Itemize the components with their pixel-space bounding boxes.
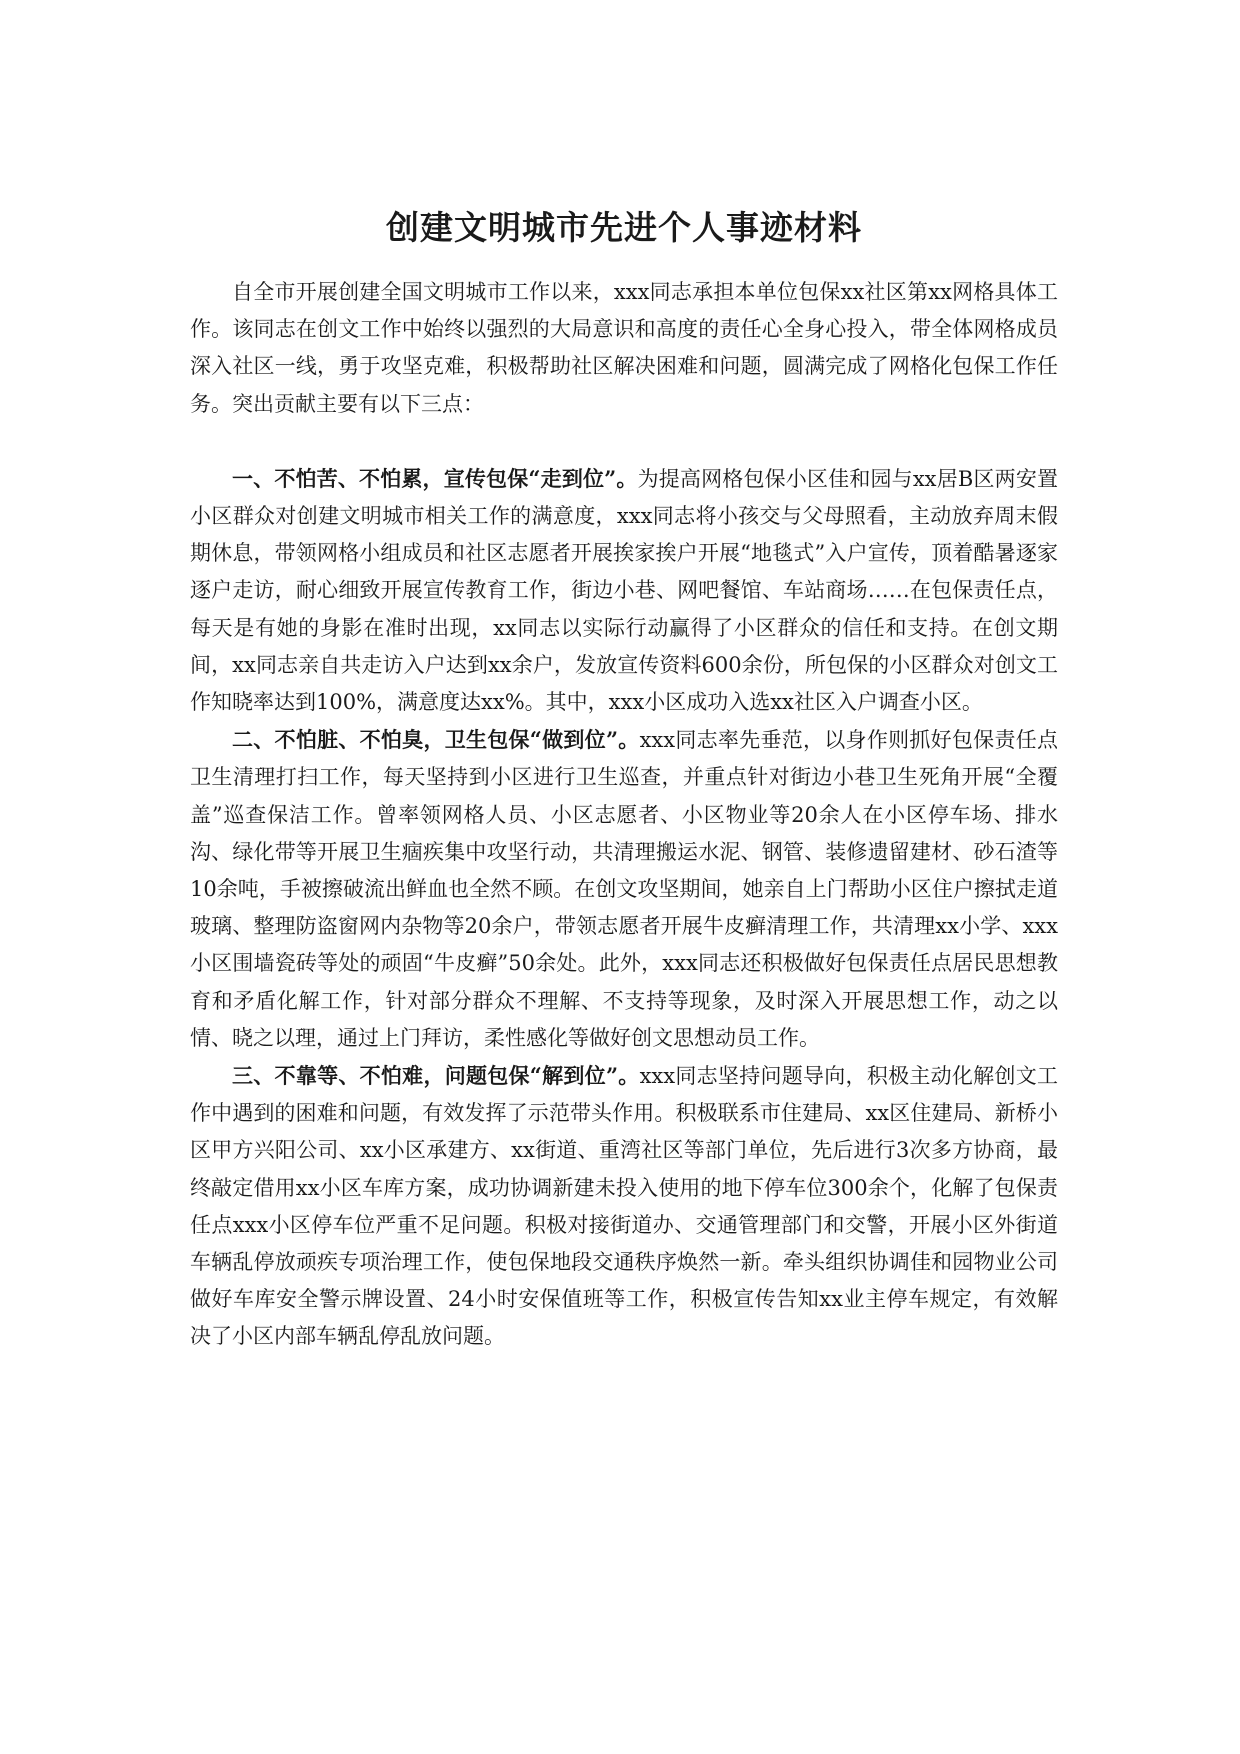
section-paragraph-1 — [190, 460, 1058, 721]
section-body-3: xxx同志坚持问题导向，积极主动化解创文工作中遇到的困难和问题，有效发挥了示范带头作用。积极联系市住建局、xx区住建局、新桥小区甲方兴阳公司、xx小区承建方、xx街道、重湾社区等部门单位，先后进行3次多方协商，最终敲定借用xx小区车库方案，成功协调新建未投入使用的地下停车位300余个，化解了包保责任点xxx小区停车位严重不足问题。积极对接街道办、交通管理部门和交警，开展小区外街道车辆乱停放顽疾专项治理工作，使包保地段交通秩序焕然一新。牵头组织协调佳和园物业公司做好车库安全警示牌设置、24小时安保值班等工作，积极宣传告知xx业主停车规定，有效解决了小区内部车辆乱停乱放问题。 — [190, 1064, 1058, 1349]
section-paragraph-3 — [190, 1057, 1058, 1356]
document-body — [190, 200, 1058, 1356]
section-body-1: 为提高网格包保小区佳和园与xx居B区两安置小区群众对创建文明城市相关工作的满意度，xxx同志将小孩交与父母照看，主动放弃周末假期休息，带领网格小组成员和社区志愿者开展挨家挨户开展“地毯式”入户宣传，顶着酷暑逐家逐户走访，耐心细致开展宣传教育工作，街边小巷、网吧餐馆、车站商场……在包保责任点，每天是有她的身影在准时出现，xx同志以实际行动赢得了小区群众的信任和支持。在创文期间，xx同志亲自共走访入户达到xx余户，发放宣传资料600余份，所包保的小区群众对创文工作知晓率达到100%，满意度达xx%。其中，xxx小区成功入选xx社区入户调查小区。 — [190, 466, 1058, 715]
section-heading-3: 三、不靠等、不怕难，问题包保“解到位”。 — [232, 1063, 640, 1089]
document-title: 创建文明城市先进个人事迹材料 — [386, 208, 862, 247]
section-heading-2: 二、不怕脏、不怕臭，卫生包保“做到位”。 — [232, 727, 640, 753]
section-body-2: xxx同志率先垂范，以身作则抓好包保责任点卫生清理打扫工作，每天坚持到小区进行卫生巡查，并重点针对街边小巷卫生死角开展“全覆盖”巡查保洁工作。曾率领网格人员、小区志愿者、小区物业等20余人在小区停车场、排水沟、绿化带等开展卫生痼疾集中攻坚行动，共清理搬运水泥、钢管、装修遗留建材、砂石渣等10余吨，手被擦破流出鲜血也全然不顾。在创文攻坚期间，她亲自上门帮助小区住户擦拭走道玻璃、整理防盗窗网内杂物等20余户，带领志愿者开展牛皮癣清理工作，共清理xx小学、xxx小区围墙瓷砖等处的顽固“牛皮癣”50余处。此外，xxx同志还积极做好包保责任点居民思想教育和矛盾化解工作，针对部分群众不理解、不支持等现象，及时深入开展思想工作，动之以情、晓之以理，通过上门拜访，柔性感化等做好创文思想动员工作。 — [190, 728, 1058, 1050]
section-paragraph-2 — [190, 721, 1058, 1057]
section-heading-1: 一、不怕苦、不怕累，宣传包保“走到位”。 — [232, 465, 638, 491]
intro-paragraph: 自全市开展创建全国文明城市工作以来，xxx同志承担本单位包保xx社区第xx网格具体工作。该同志在创文工作中始终以强烈的大局意识和高度的责任心全身心投入，带全体网格成员深入社区一线，勇于攻坚克难，积极帮助社区解决困难和问题，圆满完成了网格化包保工作任务。突出贡献主要有以下三点： — [190, 280, 1058, 416]
